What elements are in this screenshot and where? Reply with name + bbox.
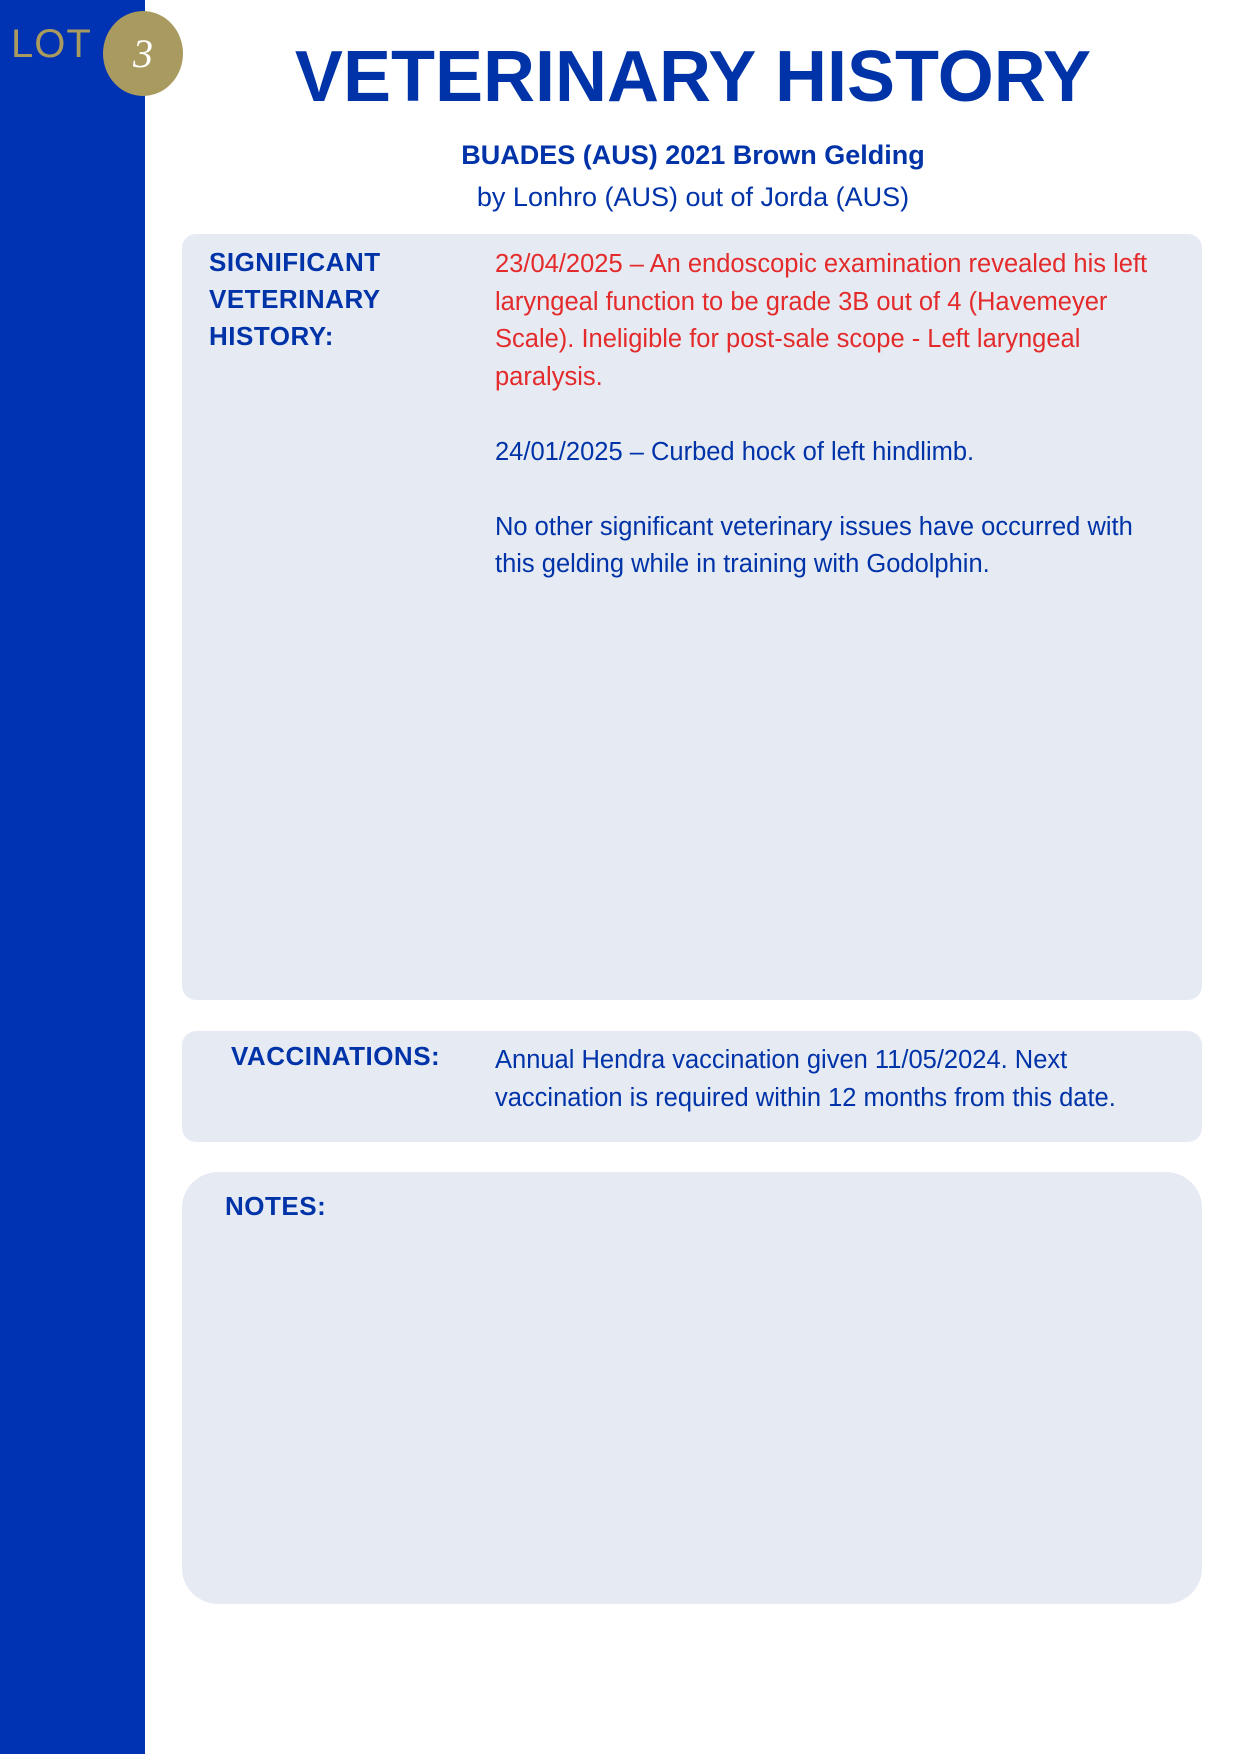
sidebar-band xyxy=(0,0,145,1754)
vaccinations-section-label: VACCINATIONS: xyxy=(231,1041,441,1071)
lot-label: LOT xyxy=(11,22,92,66)
notes-panel xyxy=(182,1172,1202,1604)
pedigree-line: by Lonhro (AUS) out of Jorda (AUS) xyxy=(476,182,910,212)
history-section-label: SIGNIFICANT VETERINARY HISTORY: xyxy=(209,247,381,351)
horse-name-line: BUADES (AUS) 2021 Brown Gelding xyxy=(461,140,925,170)
history-entry: 24/01/2025 – Curbed hock of left hindlimb. xyxy=(495,437,975,466)
vaccinations-panel xyxy=(182,1031,1202,1142)
veterinary-history-panel xyxy=(182,234,1202,1000)
lot-number-badge: 3 xyxy=(103,11,183,96)
vaccinations-text: Annual Hendra vaccination given 11/05/2024. Next vaccination is required within 12 months from this date. xyxy=(495,1046,1116,1112)
history-entries xyxy=(495,246,1175,621)
page-title: VETERINARY HISTORY xyxy=(294,37,1092,117)
notes-section-label: NOTES: xyxy=(225,1191,327,1221)
history-entry: 23/04/2025 – An endoscopic examination revealed his left laryngeal function to be grade 3B out of 4 (Havemeyer Scale). Ineligible for post-sale scope - Left laryngeal paralysis. xyxy=(495,250,1148,391)
history-entry: No other significant veterinary issues have occurred with this gelding while in training with Godolphin. xyxy=(495,512,1133,578)
